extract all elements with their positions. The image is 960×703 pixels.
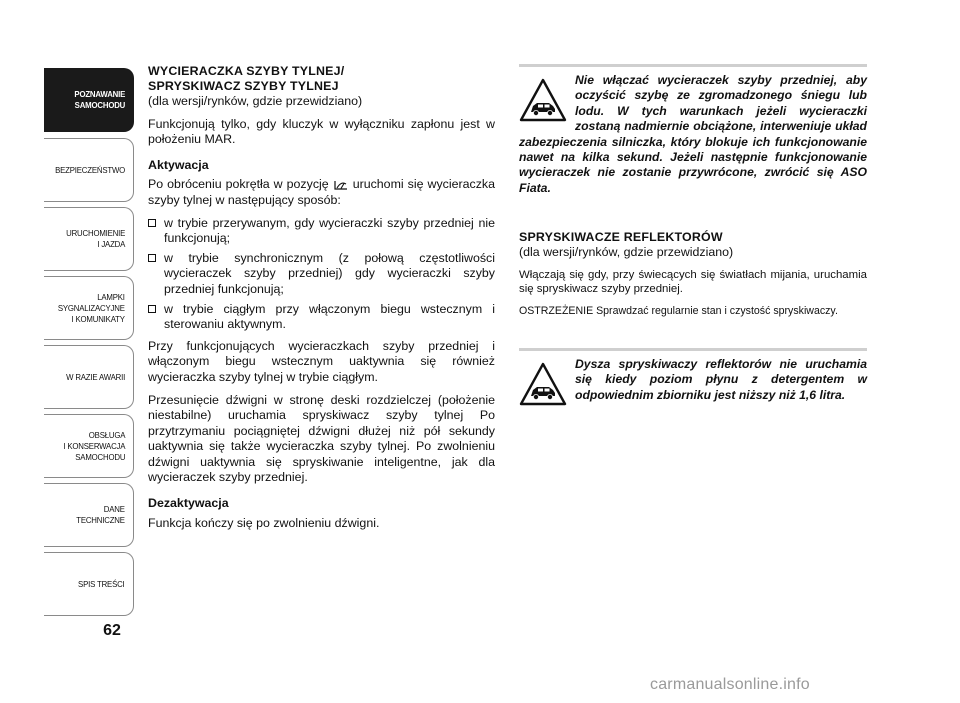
checkbox-bullet-icon	[148, 305, 156, 313]
checkbox-bullet-icon	[148, 254, 156, 262]
tab-bezpieczenstwo[interactable]	[44, 138, 134, 202]
headlamp-washers-paragraph: Włączają się gdy, przy świecących się światłach mijania, uruchamia się spryskiwacz szyby przedniej.	[519, 268, 867, 296]
activation-text-before: Po obróceniu pokrętła w pozycję	[148, 177, 329, 192]
intro-paragraph: Funkcjonują tylko, gdy kluczyk w wyłączniku zapłonu jest w położeniu MAR.	[148, 116, 495, 147]
checkbox-bullet-icon	[148, 219, 156, 227]
reverse-gear-paragraph: Przy funkcjonujących wycieraczkach szyby przedniej i włączonym biegu wstecznym uaktywnia się również wycieraczka szyby tylnej w trybie ciągłym.	[148, 338, 495, 384]
tab-dane-techniczne[interactable]	[44, 483, 134, 547]
tab-w-razie-awarii[interactable]	[44, 345, 134, 409]
warning-text: Nie włączać wycieraczek szyby przedniej, aby oczyścić szybę ze zgromadzonego śniegu lub lodu. W tych warunkach jeżeli wycieraczki zostaną nadmiernie obciążone, interweniuje układ zabezpieczenia silniczka, który blokuje ich funkcjonowanie nawet na kilka sekund. Jeżeli następnie funkcjonowanie wycieraczek nie zostanie przywrócone, zwrócić się ASO Fiata.	[519, 73, 867, 195]
tab-label: SPIS TREŚCI	[78, 578, 125, 589]
rear-wiper-icon	[334, 180, 348, 191]
tab-poznawanie-samochodu[interactable]	[44, 68, 134, 132]
warning-text: Dysza spryskiwaczy reflektorów nie uruchamia się kiedy poziom płynu z detergentem w odpowiednim zbiorniku jest niższy niż 1,6 litra.	[575, 357, 867, 402]
deactivation-heading: Dezaktywacja	[148, 496, 229, 511]
list-item	[148, 216, 495, 247]
warning-car-icon	[519, 361, 567, 407]
tab-label: OBSŁUGA I KONSERWACJA SAMOCHODU	[63, 429, 125, 462]
tab-label: URUCHOMIENIE I JAZDA	[65, 228, 125, 249]
warning-box	[519, 64, 867, 196]
list-item	[148, 302, 495, 333]
section-subtitle: (dla wersji/rynków, gdzie przewidziano)	[519, 245, 734, 260]
page-number: 62	[103, 622, 121, 639]
tab-label: W RAZIE AWARII	[66, 371, 125, 382]
list-item-text: w trybie synchronicznym (z połową częstotliwości wycieraczek szyby przedniej) gdy wycieraczki szyby przedniej funkcjonują;	[164, 250, 495, 296]
tab-spis-tresci[interactable]	[44, 552, 134, 616]
list-item-text: w trybie przerywanym, gdy wycieraczki szyby przedniej nie funkcjonują;	[164, 215, 495, 246]
left-column	[148, 64, 495, 538]
tab-label: LAMPKI SYGNALIZACYJNE I KOMUNIKATY	[58, 291, 125, 324]
section-title: SPRYSKIWACZ SZYBY TYLNEJ	[148, 79, 339, 93]
section-title: SPRYSKIWACZE REFLEKTORÓW	[519, 230, 723, 245]
section-title: WYCIERACZKA SZYBY TYLNEJ/	[148, 64, 345, 78]
activation-heading: Aktywacja	[148, 157, 209, 172]
site-watermark[interactable]: carmanualsonline.info	[650, 676, 810, 693]
lever-paragraph: Przesunięcie dźwigni w stronę deski rozdzielczej (położenie niestabilne) uruchamia spryskiwacz szyby tylnej Po przytrzymaniu pociągniętej dźwigni dłużej niż pół sekundy uaktywnia się także wycieraczka szyby tylnej. Po zwolnieniu dźwigni uaktywnia się spryskiwanie inteligentne, jak dla wycieraczek szyby przedniej.	[148, 392, 495, 485]
tab-uruchomienie-i-jazda[interactable]	[44, 207, 134, 271]
tab-label: BEZPIECZEŃSTWO	[55, 164, 125, 175]
activation-paragraph	[148, 177, 495, 208]
deactivation-paragraph: Funkcja kończy się po zwolnieniu dźwigni.	[148, 515, 380, 530]
right-column	[519, 64, 867, 409]
list-item	[148, 251, 495, 298]
mode-list	[148, 216, 495, 333]
headlamp-washers-section	[519, 230, 867, 318]
section-subtitle: (dla wersji/rynków, gdzie przewidziano)	[148, 94, 363, 108]
warning-car-icon	[519, 77, 567, 123]
activation-text-after: uruchomi się wycieraczka szyby tylnej w następujący sposób:	[148, 177, 495, 207]
warning-note: OSTRZEŻENIE Sprawdzać regularnie stan i czystość spryskiwaczy.	[519, 305, 838, 318]
tab-lampki-sygnalizacyjne[interactable]	[44, 276, 134, 340]
tab-obsluga-i-konserwacja[interactable]	[44, 414, 134, 478]
warning-box	[519, 348, 867, 403]
tab-label: POZNAWANIE SAMOCHODU	[74, 89, 125, 110]
tab-label: DANE TECHNICZNE	[76, 504, 125, 525]
list-item-text: w trybie ciągłym przy włączonym biegu wstecznym i sterowaniu aktywnym.	[164, 301, 495, 332]
